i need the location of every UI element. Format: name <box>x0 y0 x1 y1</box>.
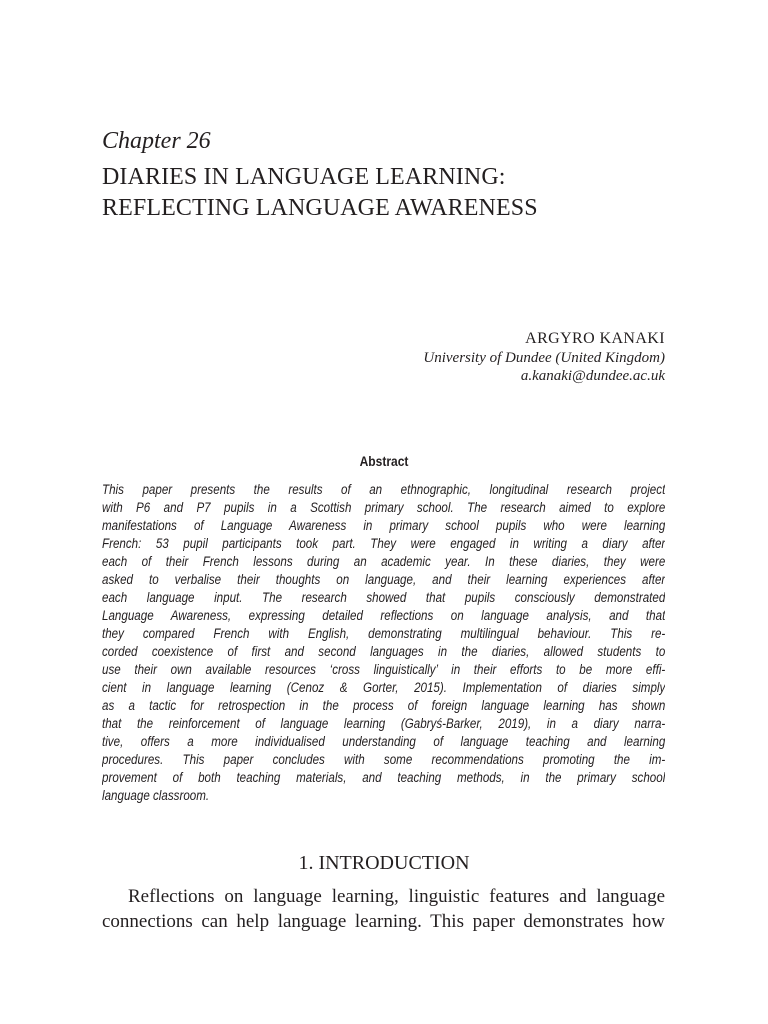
abstract-line: procedures. This paper concludes with some recommendations promoting the im- <box>102 752 665 767</box>
body-line: Reflections on language learning, linguistic features and language <box>128 886 665 907</box>
abstract-line: each language input. The research showed that pupils consciously demonstrated <box>102 590 665 605</box>
chapter-title <box>102 162 538 224</box>
section-body <box>102 884 665 934</box>
abstract-line: use their own available resources ‘cross linguistically’ in their efforts to be more effi- <box>102 662 665 677</box>
section-heading: 1. INTRODUCTION <box>298 852 470 874</box>
abstract-line: cient in language learning (Cenoz & Gorter, 2015). Implementation of diaries simply <box>102 680 665 695</box>
abstract-line: language classroom. <box>102 788 210 803</box>
abstract-line: corded coexistence of first and second languages in the diaries, allowed students to <box>102 644 665 659</box>
abstract-heading: Abstract <box>359 453 409 469</box>
abstract-line: manifestations of Language Awareness in primary school pupils who were learning <box>102 518 665 533</box>
abstract-line: with P6 and P7 pupils in a Scottish primary school. The research aimed to explore <box>102 500 665 515</box>
chapter-label: Chapter 26 <box>102 128 211 154</box>
abstract-line: they compared French with English, demonstrating multilingual behaviour. This re- <box>102 626 665 641</box>
abstract-body <box>102 481 665 805</box>
abstract-line: asked to verbalise their thoughts on language, and their learning experiences after <box>102 572 665 587</box>
abstract-line: each of their French lessons during an academic year. In these diaries, they were <box>102 554 665 569</box>
author-affiliation: University of Dundee (United Kingdom) <box>423 350 665 366</box>
chapter-title-line: DIARIES IN LANGUAGE LEARNING: <box>102 164 506 190</box>
abstract-line: as a tactic for retrospection in the process of foreign language learning has shown <box>102 698 665 713</box>
abstract-line: provement of both teaching materials, and teaching methods, in the primary school <box>102 770 665 785</box>
abstract-line: French: 53 pupil participants took part. They were engaged in writing a diary after <box>102 536 665 551</box>
abstract-line: that the reinforcement of language learning (Gabryś-Barker, 2019), in a diary narra- <box>102 716 665 731</box>
chapter-title-line: REFLECTING LANGUAGE AWARENESS <box>102 195 538 221</box>
abstract-line: tive, offers a more individualised understanding of language teaching and learning <box>102 734 665 749</box>
abstract-line: This paper presents the results of an ethnographic, longitudinal research project <box>102 482 665 497</box>
abstract-line: Language Awareness, expressing detailed reflections on language analysis, and that <box>102 608 665 623</box>
body-line: connections can help language learning. This paper demonstrates how <box>102 911 665 932</box>
author-block <box>423 328 665 385</box>
author-email: a.kanaki@dundee.ac.uk <box>520 368 665 384</box>
author-name: ARGYRO KANAKI <box>525 330 665 347</box>
